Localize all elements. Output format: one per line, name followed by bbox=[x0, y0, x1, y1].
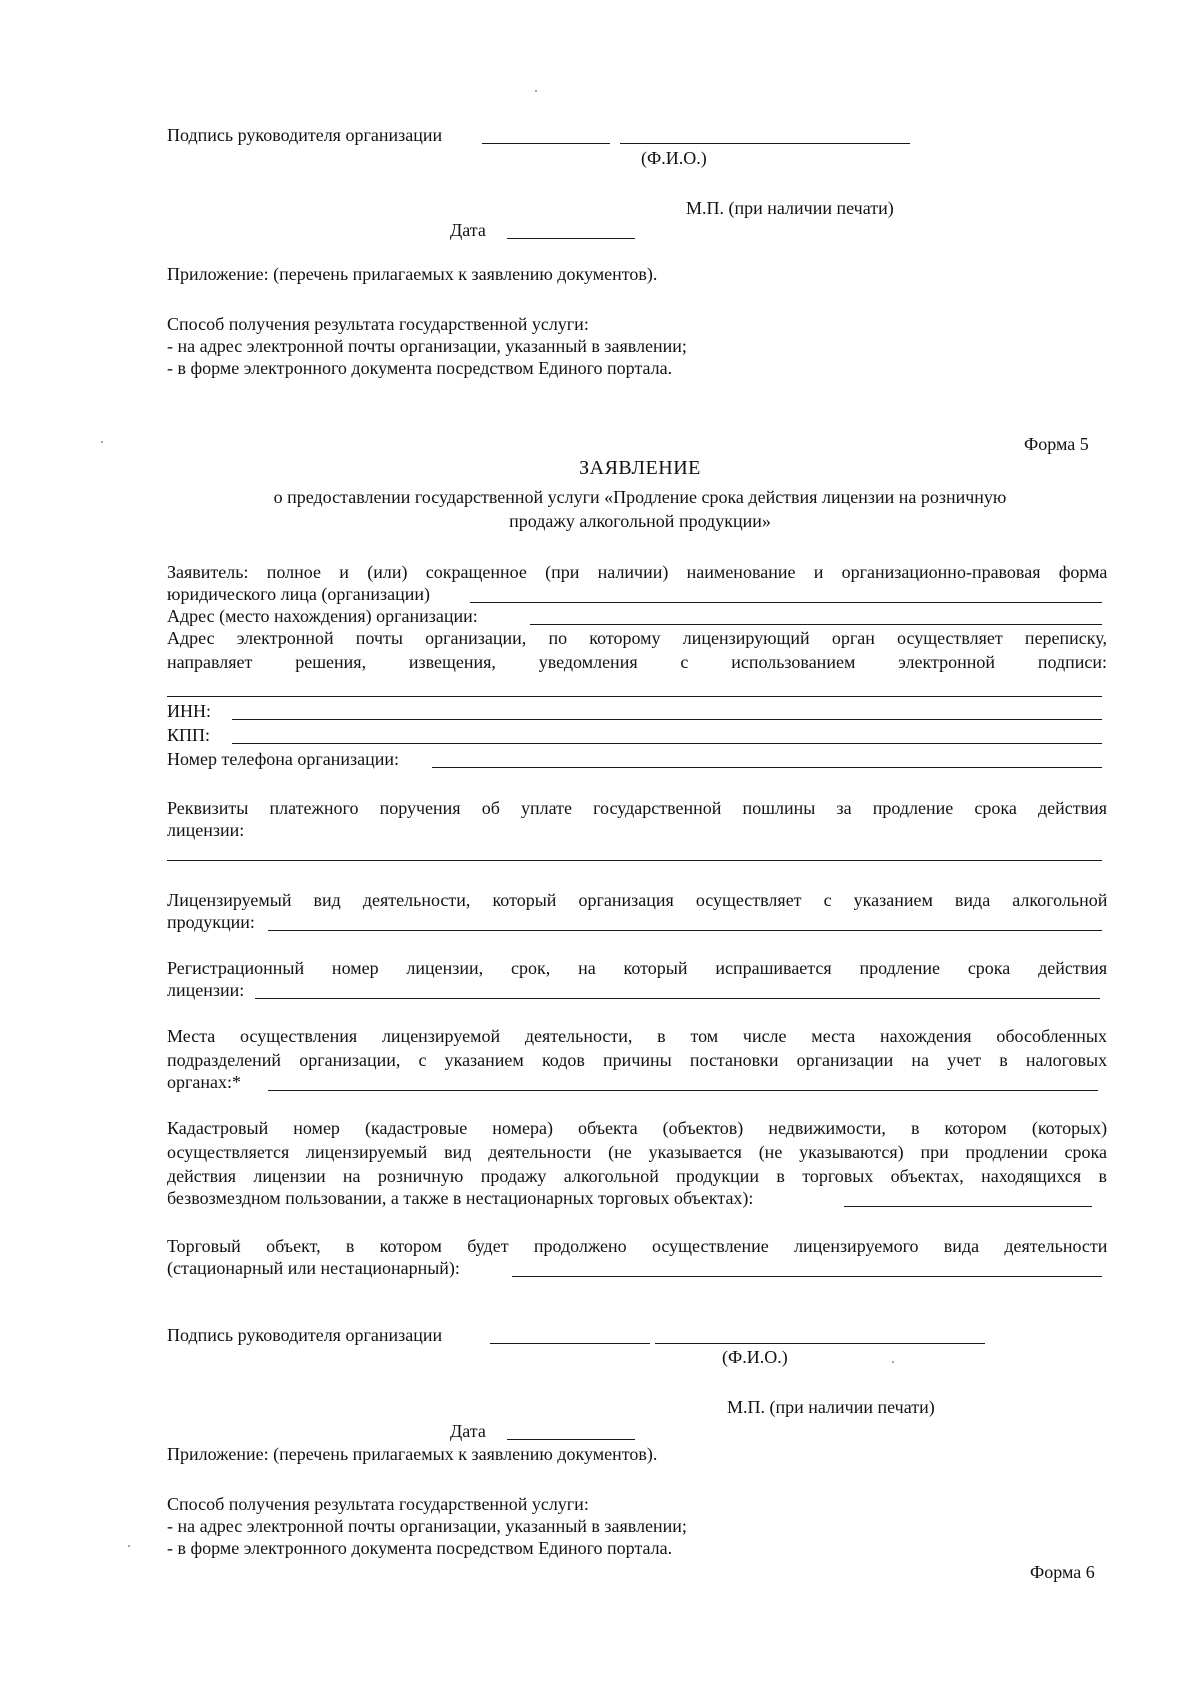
kpp-field[interactable] bbox=[232, 743, 1102, 744]
cadastral-label-line-3: действия лицензии на розничную продажу алкогольной продукции в торговых объектах, находящихся в bbox=[167, 1166, 1107, 1186]
method-title: Способ получения результата государственной услуги: bbox=[167, 1494, 589, 1514]
cadastral-label-line-2: осуществляется лицензируемый вид деятельности (не указывается (не указываются) при продлении срока bbox=[167, 1142, 1107, 1162]
top-stamp-note: М.П. (при наличии печати) bbox=[686, 198, 894, 218]
cadastral-label-line-4: безвозмездном пользовании, а также в нестационарных торговых объектах): bbox=[167, 1188, 754, 1208]
email-label-line-1: Адрес электронной почты организации, по которому лицензирующий орган осуществляет переписку, bbox=[167, 628, 1107, 648]
top-date-field bbox=[507, 238, 635, 239]
email-field[interactable] bbox=[167, 696, 1102, 697]
signature-label: Подпись руководителя организации bbox=[167, 1325, 443, 1345]
payment-label-line-1: Реквизиты платежного поручения об уплате государственной пошлины за продление срока действия bbox=[167, 798, 1107, 818]
top-appendix: Приложение: (перечень прилагаемых к заявлению документов). bbox=[167, 264, 658, 284]
form-number: Форма 5 bbox=[1024, 434, 1089, 454]
regnum-field[interactable] bbox=[255, 998, 1100, 999]
top-date-label: Дата bbox=[450, 220, 486, 240]
form-heading: ЗАЯВЛЕНИЕ bbox=[579, 457, 701, 479]
places-field[interactable] bbox=[268, 1090, 1098, 1091]
activity-field[interactable] bbox=[268, 930, 1102, 931]
payment-label-line-2: лицензии: bbox=[167, 820, 245, 840]
signature-field[interactable] bbox=[490, 1343, 650, 1344]
date-label: Дата bbox=[450, 1421, 486, 1441]
appendix: Приложение: (перечень прилагаемых к заявлению документов). bbox=[167, 1444, 658, 1464]
method-item-2: - в форме электронного документа посредством Единого портала. bbox=[167, 1538, 673, 1558]
scan-speck bbox=[892, 1361, 894, 1363]
trade-field[interactable] bbox=[512, 1276, 1102, 1277]
inn-label: ИНН: bbox=[167, 701, 211, 721]
cadastral-field[interactable] bbox=[844, 1206, 1092, 1207]
scan-speck bbox=[535, 90, 537, 92]
places-label-line-2: подразделений организации, с указанием кодов причины постановки организации на учет в налоговых bbox=[167, 1050, 1108, 1070]
trade-label-line-1: Торговый объект, в котором будет продолжено осуществление лицензируемого вида деятельности bbox=[167, 1236, 1108, 1256]
regnum-label-line-1: Регистрационный номер лицензии, срок, на который испрашивается продление срока действия bbox=[167, 958, 1108, 978]
payment-field[interactable] bbox=[167, 860, 1102, 861]
inn-field[interactable] bbox=[232, 719, 1102, 720]
address-label: Адрес (место нахождения) организации: bbox=[167, 606, 478, 626]
top-method-item-2: - в форме электронного документа посредством Единого портала. bbox=[167, 358, 673, 378]
regnum-label-line-2: лицензии: bbox=[167, 980, 245, 1000]
address-field[interactable] bbox=[530, 624, 1102, 625]
top-method-item-1: - на адрес электронной почты организации, указанный в заявлении; bbox=[167, 336, 687, 356]
stamp-note: М.П. (при наличии печати) bbox=[727, 1397, 935, 1417]
applicant-label-line-2: юридического лица (организации) bbox=[167, 584, 430, 604]
email-label-line-2: направляет решения, извещения, уведомления с использованием электронной подписи: bbox=[167, 652, 1107, 672]
applicant-label-line-1: Заявитель: полное и (или) сокращенное (при наличии) наименование и организационно-правовая форма bbox=[167, 562, 1108, 582]
places-label-line-1: Места осуществления лицензируемой деятельности, в том числе места нахождения обособленных bbox=[167, 1026, 1107, 1046]
applicant-name-field[interactable] bbox=[470, 602, 1102, 603]
top-signature-label: Подпись руководителя организации bbox=[167, 125, 443, 145]
activity-label-line-1: Лицензируемый вид деятельности, который организация осуществляет с указанием вида алкогольной bbox=[167, 890, 1108, 910]
form-subtitle-line-1: о предоставлении государственной услуги «Продление срока действия лицензии на розничную bbox=[273, 487, 1007, 507]
fio-field[interactable] bbox=[655, 1343, 985, 1344]
phone-label: Номер телефона организации: bbox=[167, 749, 400, 769]
method-item-1: - на адрес электронной почты организации, указанный в заявлении; bbox=[167, 1516, 687, 1536]
form-subtitle-line-2: продажу алкогольной продукции» bbox=[509, 511, 771, 531]
top-signature-field bbox=[482, 143, 610, 144]
trade-label-line-2: (стационарный или нестационарный): bbox=[167, 1258, 460, 1278]
kpp-label: КПП: bbox=[167, 725, 211, 745]
phone-field[interactable] bbox=[432, 767, 1102, 768]
top-fio-field bbox=[620, 143, 910, 144]
cadastral-label-line-1: Кадастровый номер (кадастровые номера) объекта (объектов) недвижимости, в котором (которых) bbox=[167, 1118, 1108, 1138]
scan-speck bbox=[128, 1545, 130, 1547]
places-label-line-3: органах:* bbox=[167, 1072, 241, 1092]
top-fio-caption: (Ф.И.О.) bbox=[641, 148, 707, 168]
scan-speck bbox=[101, 441, 103, 443]
date-field[interactable] bbox=[507, 1439, 635, 1440]
top-method-title: Способ получения результата государственной услуги: bbox=[167, 314, 589, 334]
next-form-number: Форма 6 bbox=[1030, 1562, 1095, 1582]
activity-label-line-2: продукции: bbox=[167, 912, 255, 932]
fio-caption: (Ф.И.О.) bbox=[722, 1347, 788, 1367]
